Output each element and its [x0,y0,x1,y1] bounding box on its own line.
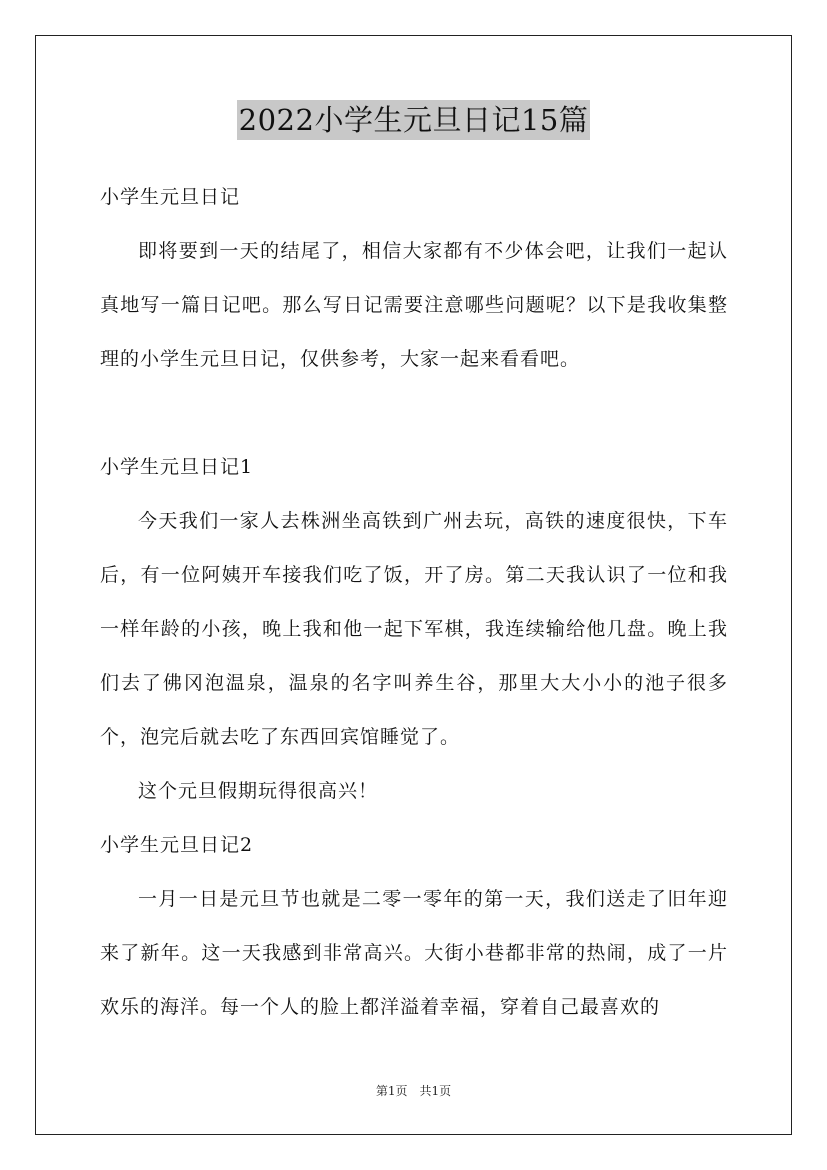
page-number-current: 第1页 [375,1084,408,1098]
intro-heading: 小学生元旦日记 [100,186,241,208]
document-title: 2022小学生元旦日记15篇 [237,100,591,140]
intro-paragraph: 即将要到一天的结尾了，相信大家都有不少体会吧，让我们一起认真地写一篇日记吧。那么写日记需要注意哪些问题呢？以下是我收集整理的小学生元旦日记，仅供参考，大家一起来看看吧。 [100,240,728,370]
entry-1-paragraph-1: 今天我们一家人去株洲坐高铁到广州去玩，高铁的速度很快，下车后，有一位阿姨开车接我们吃了饭，开了房。第二天我认识了一位和我一样年龄的小孩，晚上我和他一起下军棋，我连续输给他几盘。晚上我们去了佛冈泡温泉，温泉的名字叫养生谷，那里大大小小的池子很多个，泡完后就去吃了东西回宾馆睡觉了。 [100,510,728,748]
entry-heading-1: 小学生元旦日记1 [100,456,254,478]
document-body [100,170,728,1034]
page-number-total: 共1页 [419,1084,452,1098]
entry-2-paragraph-1: 一月一日是元旦节也就是二零一零年的第一天，我们送走了旧年迎来了新年。这一天我感到非常高兴。大街小巷都非常的热闹，成了一片欢乐的海洋。每一个人的脸上都洋溢着幸福，穿着自己最喜欢的 [100,888,728,1018]
section-spacer [100,386,728,440]
title-container [0,100,827,140]
entry-1-paragraph-2: 这个元旦假期玩得很高兴！ [138,780,379,802]
page-footer [0,1083,827,1099]
entry-heading-2: 小学生元旦日记2 [100,834,254,856]
